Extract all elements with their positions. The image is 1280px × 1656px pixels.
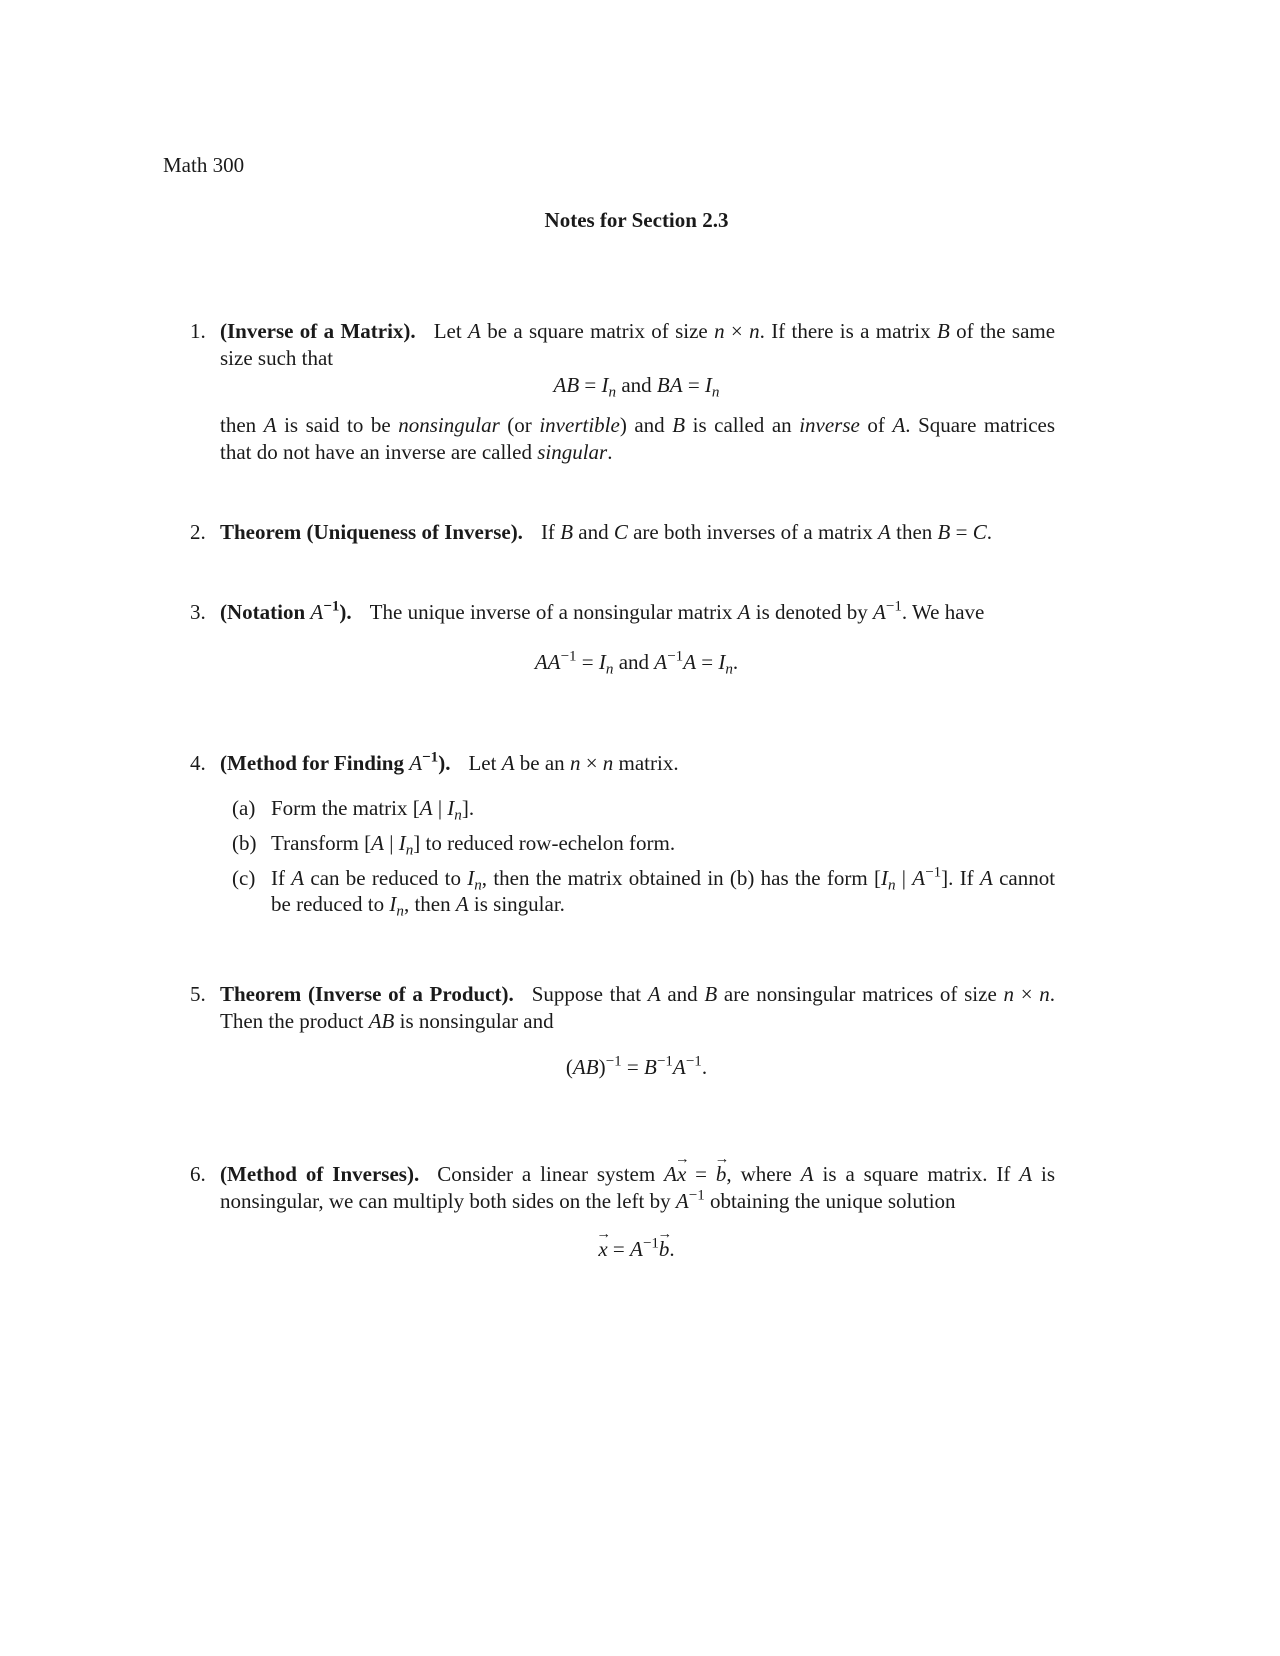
text: and [621, 373, 652, 397]
text: ) and [619, 413, 665, 437]
text: is [1040, 1162, 1055, 1186]
text: are both inverses of a matrix [633, 520, 873, 544]
item-number: 6. [190, 1162, 206, 1186]
text: to reduced row-echelon form. [425, 831, 676, 855]
text: is nonsingular and [399, 1009, 554, 1033]
item-line: (Notation $A^{-1}$). The unique inverse of a nonsingular matrix A is denoted by $A^{-1}$. We have [220, 598, 985, 624]
text: be an [519, 751, 565, 775]
text: Consider a linear system [437, 1162, 656, 1186]
item-line: (Method of Inverses). Consider a linear system A→ x = → b, where A is a square matrix. If A is [220, 1162, 1055, 1187]
text: is a square matrix. If [822, 1162, 1011, 1186]
item-line: size such that [220, 346, 334, 370]
sub-item-label: (b) [232, 831, 257, 855]
text: is denoted by [755, 600, 868, 624]
text: (or [507, 413, 532, 437]
item-heading: (Notation [220, 600, 306, 624]
item-heading: (Method of Inverses). [220, 1162, 420, 1186]
sub-item-label: (a) [232, 796, 256, 820]
text: . Square matrices [905, 413, 1056, 437]
item-heading: Theorem (Uniqueness of Inverse). [220, 520, 523, 544]
text: of the same [956, 319, 1056, 343]
item-heading: Theorem (Inverse of a Product). [220, 982, 514, 1006]
text: If [540, 520, 555, 544]
text: . We have [901, 600, 985, 624]
text: matrix. [618, 751, 679, 775]
item-line: Theorem (Uniqueness of Inverse). If B and C are both inverses of a matrix A then B = C. [220, 520, 992, 544]
text: Let [433, 319, 462, 343]
text: , then the matrix obtained in (b) has the form [481, 866, 868, 890]
text: , where [726, 1162, 792, 1186]
term: singular [537, 440, 608, 464]
text: cannot [999, 866, 1056, 890]
text: . If there is a matrix [759, 319, 931, 343]
text: of [867, 413, 885, 437]
text: that do not have an inverse are called [220, 440, 532, 464]
text: and [578, 520, 609, 544]
text: be a square matrix of size [487, 319, 708, 343]
text: then [896, 520, 933, 544]
text: and [618, 650, 650, 674]
page-title: Notes for Section 2.3 [544, 208, 729, 232]
term: invertible [539, 413, 620, 437]
equation: AB = $I_n$ and BA = $I_n$ [553, 373, 720, 401]
text: is singular. [473, 892, 565, 916]
item-line: nonsingular, we can multiply both sides on the left by $A^{-1}$ obtaining the unique solution [220, 1187, 956, 1213]
text: nonsingular, we can multiply both sides on the left by [220, 1189, 671, 1213]
item-number: 4. [190, 751, 206, 775]
text: . [607, 440, 613, 464]
sub-item-label: (c) [232, 866, 256, 890]
equation: $AA^{-1} = I_n$ and $A^{-1}A = I_n$. [534, 648, 739, 678]
item-line: Then the product AB is nonsingular and [220, 1009, 554, 1033]
course-label: Math 300 [163, 153, 245, 177]
item-line: then A is said to be nonsingular (or invertible) and B is called an inverse of A. Square matrices [220, 413, 1056, 437]
item-number: 3. [190, 600, 206, 624]
item-number: 2. [190, 520, 206, 544]
text: is said to be [284, 413, 391, 437]
item-line [220, 440, 612, 465]
text: is called an [692, 413, 792, 437]
term: nonsingular [398, 413, 500, 437]
item-heading: ). [339, 600, 352, 624]
equation: → $x = A^{-1}\to b$. [0, 1237, 1273, 1262]
text: Then the product [220, 1009, 364, 1033]
sub-item-line: Transform [A | $I_n$] to reduced row-echelon form. [271, 831, 676, 859]
text: . If [948, 866, 974, 890]
item-heading: (Method for Finding [220, 751, 404, 775]
item-heading: (Inverse of a Matrix). [220, 319, 416, 343]
text: and [667, 982, 698, 1006]
text: are nonsingular matrices of size [723, 982, 997, 1006]
item-line: (Method for Finding $A^{-1}$). Let A be an n × n matrix. [220, 749, 679, 775]
text: obtaining the unique solution [710, 1189, 956, 1213]
item-heading: ). [438, 751, 451, 775]
text: , then [403, 892, 451, 916]
text: If [271, 866, 285, 890]
text: Let [468, 751, 497, 775]
text: Suppose that [531, 982, 642, 1006]
text: Form the matrix [271, 796, 408, 820]
text: be reduced to [271, 892, 385, 916]
item-line: (Inverse of a Matrix). Let A be a square matrix of size n × n. If there is a matrix B of the same [220, 319, 1056, 343]
text: The unique inverse of a nonsingular matrix [369, 600, 733, 624]
sub-item-line: Form the matrix [A | $I_n$]. [271, 796, 475, 824]
text: Transform [271, 831, 359, 855]
item-number: 1. [190, 319, 206, 343]
text: can be reduced to [310, 866, 461, 890]
item-number: 5. [190, 982, 206, 1006]
item-line: Theorem (Inverse of a Product). Suppose that A and B are nonsingular matrices of size n × n. [220, 982, 1055, 1006]
sub-item-line: be reduced to $I_n$, then A is singular. [271, 892, 565, 920]
text: then [220, 413, 257, 437]
equation: $(AB)^{-1} = B^{-1}A^{-1}$. [565, 1053, 708, 1079]
term: inverse [799, 413, 860, 437]
sub-item-line: If A can be reduced to $I_n$, then the matrix obtained in (b) has the form [$I_n$ | $A^{-1}$]. If A cannot [271, 864, 1056, 894]
